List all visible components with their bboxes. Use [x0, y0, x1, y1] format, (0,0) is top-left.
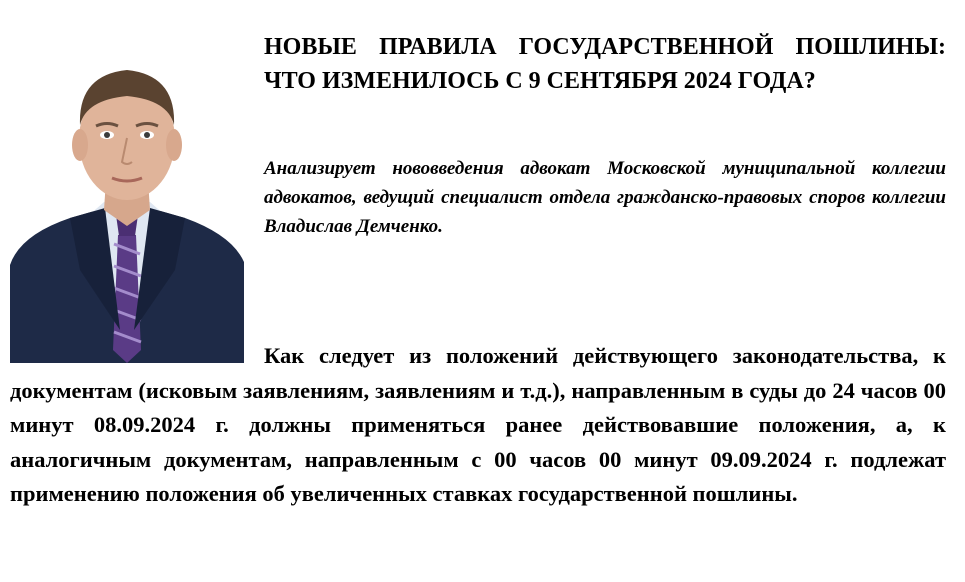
portrait-illustration — [10, 30, 244, 363]
article-body: Как следует из положений действующего законодательства, к документам (исковым заявлениям, заявлениям и т.д.), направленным в суды до 24 часов 00 минут 08.09.2024 г. должны применяться ранее действовавшие положения, а, к аналогичным документам, направленным с 00 часов 00 минут 09.09.2024 г. подлежат применению положения об увеличенных ставках государственной пошлины. — [10, 343, 946, 506]
article-title: НОВЫЕ ПРАВИЛА ГОСУДАРСТВЕННОЙ ПОШЛИНЫ: ЧТО ИЗМЕНИЛОСЬ С 9 СЕНТЯБРЯ 2024 ГОДА? — [264, 34, 946, 94]
article-lead: Анализирует нововведения адвокат Московской муниципальной коллегии адвокатов, ведущий специалист отдела гражданско-правовых споров коллегии Владислав Демченко. — [264, 158, 946, 237]
author-portrait — [10, 30, 244, 363]
